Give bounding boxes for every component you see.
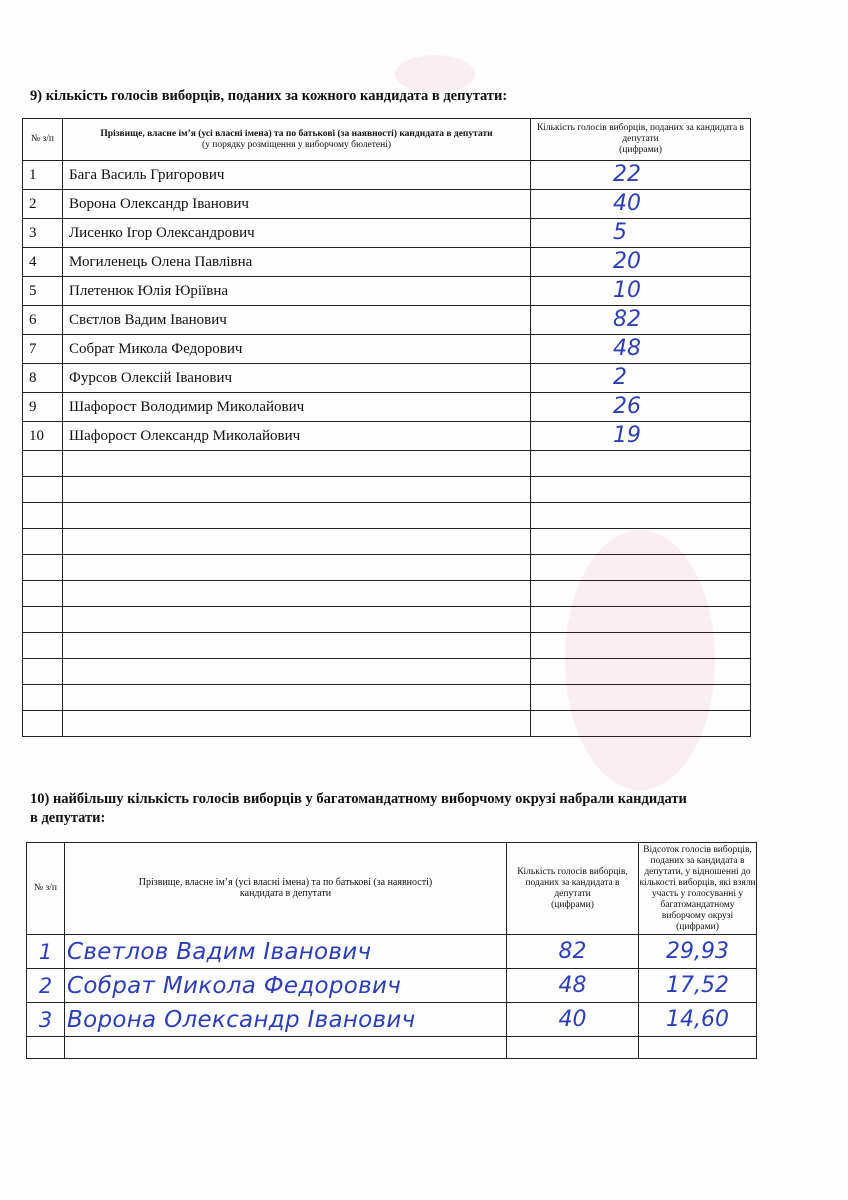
table-row: 9 Шафорост Володимир Миколайович 26 [23, 393, 751, 422]
handwritten-votes: 2 [531, 364, 751, 393]
section-10-title: 10) найбільшу кількість голосів виборців у багатомандатному виборчому окрузі набрали кандидати в депутати: [30, 791, 687, 826]
table-row: 8 Фурсов Олексій Іванович 2 [23, 364, 751, 393]
empty-row [23, 477, 751, 503]
empty-row [23, 503, 751, 529]
empty-row [23, 711, 751, 737]
table-row: 6 Свєтлов Вадим Іванович 82 [23, 306, 751, 335]
header-name-sub: (у порядку розміщення у виборчому бюлетені) [201, 139, 392, 150]
handwritten-votes: 26 [531, 393, 751, 422]
handwritten-votes: 10 [531, 277, 751, 306]
handwritten-votes: 20 [531, 248, 751, 277]
header-percent: Відсоток голосів виборців, поданих за кандидата в депутати, у відношенні до кількості виборців, які взяли участь у голосуванні у багатомандатному виборчому окрузі (цифрами) [639, 843, 757, 935]
header-votes-main: Кількість голосів виборців, поданих за кандидата в депутати [536, 123, 745, 144]
top-candidates-table [26, 842, 757, 1059]
table-row: 7 Собрат Микола Федорович 48 [23, 335, 751, 364]
header-number: № з/п [27, 843, 65, 935]
handwritten-name: Ворона Олександр Іванович [65, 1003, 507, 1037]
header-candidate-name [63, 119, 531, 161]
empty-row [23, 529, 751, 555]
empty-row [23, 659, 751, 685]
table-row: 3 Лисенко Ігор Олександрович 5 [23, 219, 751, 248]
empty-row [23, 555, 751, 581]
empty-row [23, 685, 751, 711]
handwritten-name: Светлов Вадим Іванович [65, 935, 507, 969]
empty-row [23, 581, 751, 607]
empty-row [23, 633, 751, 659]
handwritten-votes: 19 [531, 422, 751, 451]
table-row: 1 Бага Василь Григорович 22 [23, 161, 751, 190]
empty-row [27, 1037, 757, 1059]
candidates-votes-table [22, 118, 751, 737]
table-row: 2 Ворона Олександр Іванович 40 [23, 190, 751, 219]
header-votes-sub: (цифрами) [619, 145, 662, 155]
header-votes [531, 119, 751, 161]
handwritten-votes: 82 [531, 306, 751, 335]
table-row: 10 Шафорост Олександр Миколайович 19 [23, 422, 751, 451]
table-row: 4 Могиленець Олена Павлівна 20 [23, 248, 751, 277]
empty-row [23, 607, 751, 633]
table-row: 3 Ворона Олександр Іванович 40 14,60 [27, 1003, 757, 1037]
header-candidate-name: Прізвище, власне ім’я (усі власні імена) та по батькові (за наявності) кандидата в депутати [65, 843, 507, 935]
handwritten-name: Собрат Микола Федорович [65, 969, 507, 1003]
header-number: № з/п [23, 119, 63, 161]
handwritten-votes: 22 [531, 161, 751, 190]
empty-row [23, 451, 751, 477]
table-row: 5 Плетенюк Юлія Юріївна 10 [23, 277, 751, 306]
handwritten-votes: 48 [531, 335, 751, 364]
table-row: 2 Собрат Микола Федорович 48 17,52 [27, 969, 757, 1003]
handwritten-votes: 40 [531, 190, 751, 219]
section-9-title: 9) кількість голосів виборців, поданих за кожного кандидата в депутати: [30, 88, 508, 104]
handwritten-votes: 5 [531, 219, 751, 248]
header-name-main: Прізвище, власне ім’я (усі власні імена) та по батькові (за наявності) кандидата в депутати [100, 128, 493, 139]
header-votes: Кількість голосів виборців, поданих за кандидата в депутати (цифрами) [507, 843, 639, 935]
table-row: 1 Светлов Вадим Іванович 82 29,93 [27, 935, 757, 969]
